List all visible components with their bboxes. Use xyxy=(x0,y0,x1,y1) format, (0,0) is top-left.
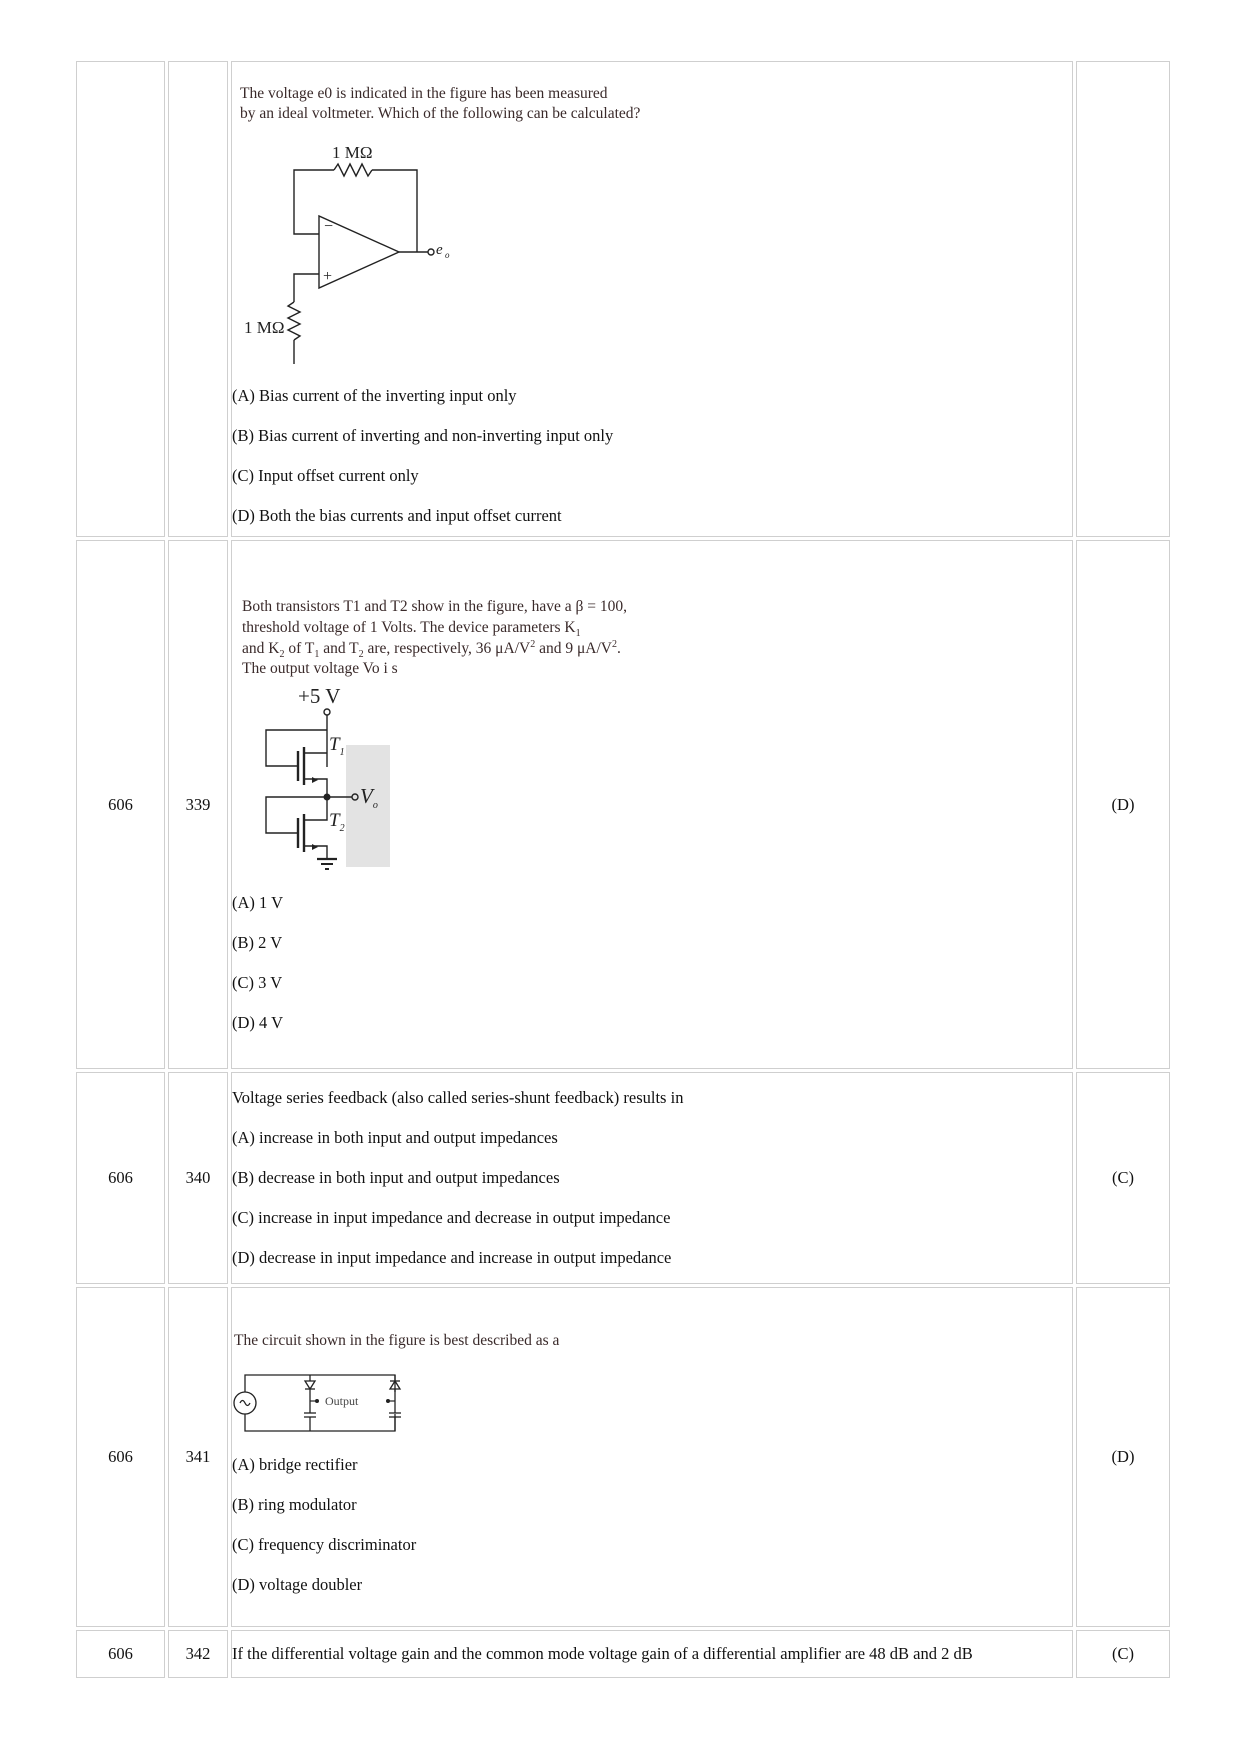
exam-code-cell: 606 xyxy=(76,1287,165,1627)
figure-text-line: by an ideal voltmeter. Which of the following can be calculated? xyxy=(240,105,641,122)
exam-code-cell: 606 xyxy=(76,540,165,1069)
resistor-icon xyxy=(288,302,300,340)
question-cell xyxy=(231,1072,1073,1284)
doubler-circuit xyxy=(234,1375,401,1431)
option-d: (D) voltage doubler xyxy=(232,1575,363,1594)
question-cell xyxy=(231,1630,1073,1678)
table-row xyxy=(76,1630,1170,1678)
node-dot xyxy=(324,793,331,800)
vo-label: $V_o$ xyxy=(360,783,378,811)
diode-icon xyxy=(305,1381,315,1389)
question-cell xyxy=(231,1287,1073,1627)
t2-label: $T_2$ xyxy=(329,809,345,834)
option-b: (B) Bias current of inverting and non-inverting input only xyxy=(232,426,614,445)
options-list xyxy=(232,386,1072,526)
answer-cell: (C) xyxy=(1076,1630,1170,1678)
option-d: (D) Both the bias currents and input offset current xyxy=(232,506,562,525)
plus-label: + xyxy=(323,268,333,285)
opamp-circuit xyxy=(288,164,434,364)
option-b: (B) ring modulator xyxy=(232,1495,357,1514)
figure-text-line: The voltage e0 is indicated in the figure has been measured xyxy=(240,85,608,102)
answer-cell xyxy=(1076,61,1170,537)
supply-label: +5 V xyxy=(298,683,341,708)
resistor-icon xyxy=(334,164,372,176)
minus-label: − xyxy=(324,218,334,235)
figure-text-line: and $K_2$ of $T_1$ and $T_2$ are, respectively, 36 $\mu A/V^2$ and 9 $\mu A/V^2$. xyxy=(242,638,621,660)
output-label: Output xyxy=(325,1394,359,1408)
option-c: (C) Input offset current only xyxy=(232,466,419,485)
option-a: (A) 1 V xyxy=(232,892,284,912)
doubler-figure xyxy=(232,1325,652,1445)
question-number-cell: 341 xyxy=(168,1287,228,1627)
answer-cell: (D) xyxy=(1076,1287,1170,1627)
option-d: (D) decrease in input impedance and increase in output impedance xyxy=(232,1248,672,1267)
figure-text-line: The output voltage Vo i s xyxy=(242,659,398,677)
mosfet-figure xyxy=(232,591,692,891)
question-text: Voltage series feedback (also called series-shunt feedback) results in xyxy=(232,1088,684,1107)
output-label: e xyxy=(436,242,443,258)
figure-text-line: The circuit shown in the figure is best described as a xyxy=(234,1332,560,1349)
options-list xyxy=(232,1455,1072,1595)
table-row xyxy=(76,540,1170,1069)
question-number-cell xyxy=(168,61,228,537)
option-c: (C) frequency discriminator xyxy=(232,1535,417,1554)
figure-text-line: Both transistors T1 and T2 show in the figure, have a β = 100, xyxy=(242,597,627,615)
exam-code-cell: 606 xyxy=(76,1630,165,1678)
t1-label: $T_1$ xyxy=(329,733,345,758)
exam-code-cell xyxy=(76,61,165,537)
question-number-cell: 340 xyxy=(168,1072,228,1284)
question-cell xyxy=(231,61,1073,537)
arrow-icon xyxy=(312,844,318,850)
answer-cell: (D) xyxy=(1076,540,1170,1069)
exam-code-cell: 606 xyxy=(76,1072,165,1284)
question-number-cell: 339 xyxy=(168,540,228,1069)
option-c: (C) increase in input impedance and decrease in output impedance xyxy=(232,1208,671,1227)
option-b: (B) decrease in both input and output impedances xyxy=(232,1168,560,1187)
option-c: (C) 3 V xyxy=(232,972,283,992)
table-row xyxy=(76,1072,1170,1284)
answer-cell: (C) xyxy=(1076,1072,1170,1284)
resistor-label: 1 MΩ xyxy=(332,143,373,162)
options-list xyxy=(232,893,1072,1033)
option-d: (D) 4 V xyxy=(232,1012,284,1032)
question-cell xyxy=(231,540,1073,1069)
output-sub: o xyxy=(445,250,450,260)
table-row xyxy=(76,61,1170,537)
question-number-cell: 342 xyxy=(168,1630,228,1678)
option-a: (A) bridge rectifier xyxy=(232,1455,358,1474)
table-row xyxy=(76,1287,1170,1627)
question-table xyxy=(73,58,1173,1681)
subscript: 1 xyxy=(575,627,581,639)
option-b: (B) 2 V xyxy=(232,932,283,952)
opamp-figure xyxy=(232,74,692,374)
svg-text:threshold voltage of 1 Volts. xyxy=(242,619,581,639)
option-a: (A) increase in both input and output impedances xyxy=(232,1128,558,1147)
figure-text-line: threshold voltage of 1 Volts. The device parameters K xyxy=(242,618,576,636)
arrow-icon xyxy=(312,777,318,783)
option-a: (A) Bias current of the inverting input only xyxy=(232,386,517,405)
resistor-label: 1 MΩ xyxy=(244,318,285,337)
question-text: If the differential voltage gain and the common mode voltage gain of a differential amplifier are 48 dB and 2 dB xyxy=(232,1644,973,1663)
